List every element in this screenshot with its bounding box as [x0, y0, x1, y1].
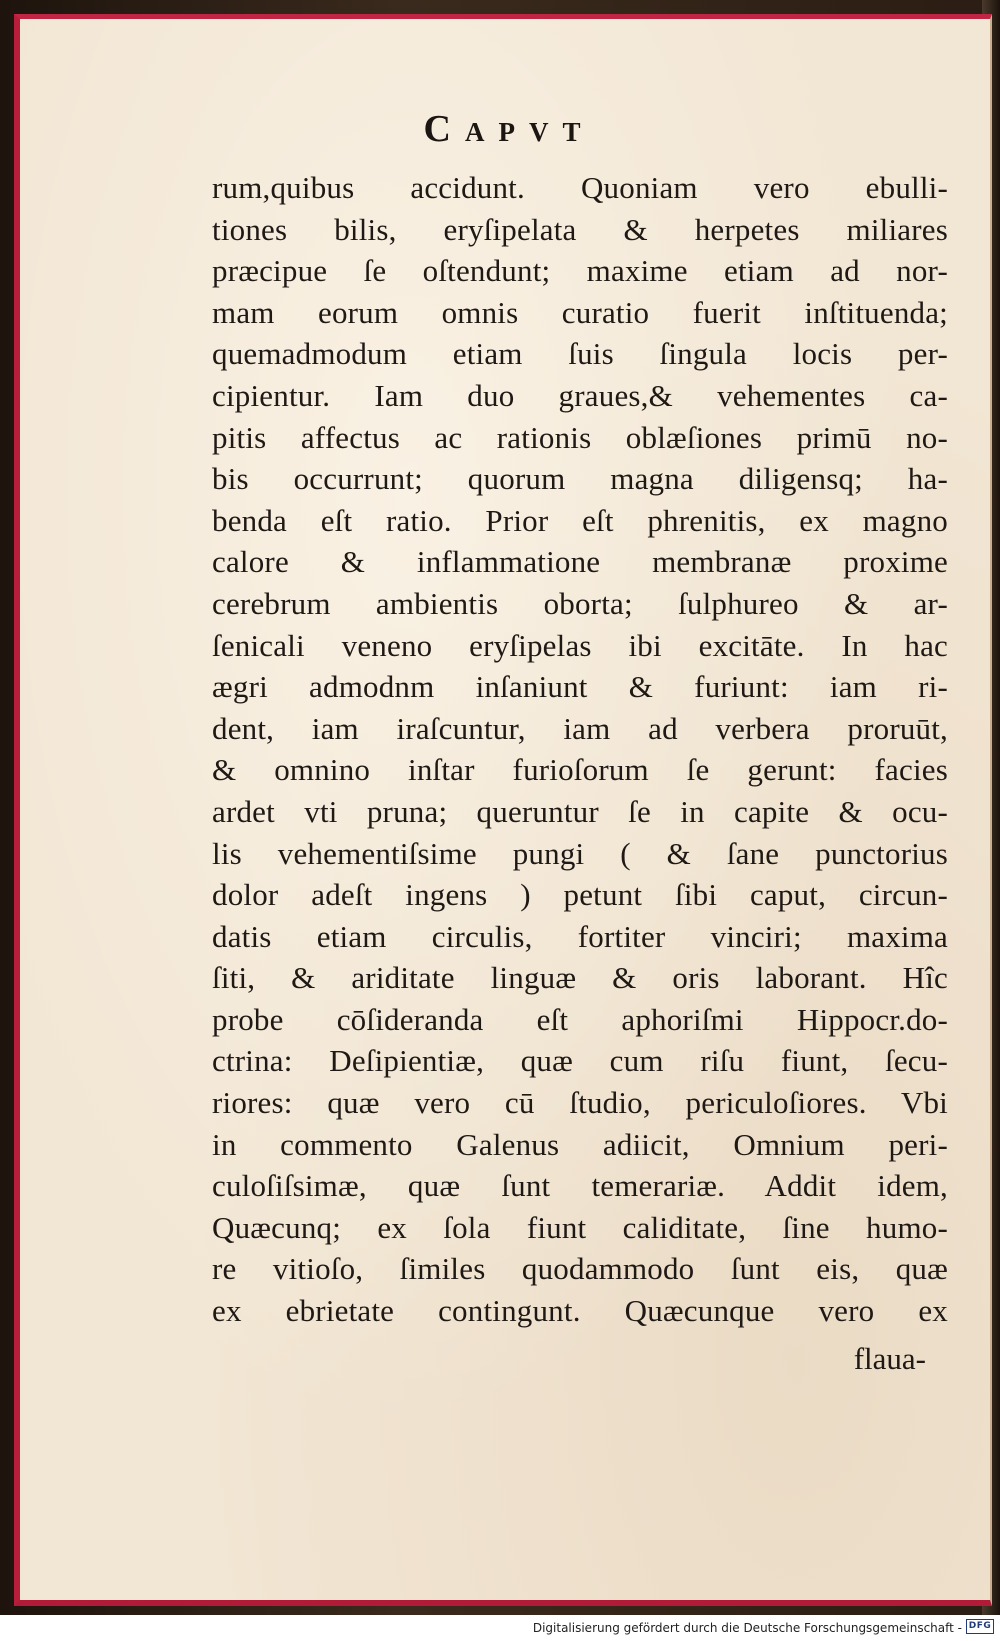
- text-line-6: cipientur. Iam duo graues,& vehementes ca-: [212, 377, 948, 413]
- catchword: flaua-: [853, 1341, 926, 1376]
- text-line-5: quemadmodum etiam ſuis ſingula locis per-: [212, 336, 948, 372]
- text-line-2: tiones bilis, eryſipelata & herpetes miliares: [212, 211, 948, 247]
- footer-credit: Digitalisierung gefördert durch die Deutsche Forschungsgemeinschaft -: [532, 1621, 962, 1635]
- body-text: [212, 167, 948, 1332]
- text-line-21: probe cōſideranda eſt aphoriſmi Hippocr.do-: [212, 1001, 948, 1037]
- text-line-8: bis occurrunt; quorum magna diligensq; ha-: [212, 461, 948, 497]
- text-line-22: ctrina: Deſipientiæ, quæ cum riſu fiunt, ſecu-: [212, 1043, 948, 1079]
- text-line-19: datis etiam circulis, fortiter vinciri; maxima: [212, 918, 948, 954]
- text-line-4: mam eorum omnis curatio fuerit inſtituenda;: [212, 294, 948, 330]
- text-line-11: cerebrum ambientis oborta; ſulphureo & ar-: [212, 585, 948, 621]
- text-line-15: & omnino inſtar furioſorum ſe gerunt: facies: [212, 752, 948, 788]
- text-line-3: præcipue ſe oſtendunt; maxime etiam ad nor-: [212, 253, 948, 289]
- text-line-23: riores: quæ vero cū ſtudio, periculoſiores. Vbi: [212, 1085, 948, 1121]
- text-line-12: ſenicali veneno eryſipelas ibi excitāte. In hac: [212, 627, 948, 663]
- text-line-18: dolor adeſt ingens ) petunt ſibi caput, circun-: [212, 877, 948, 913]
- text-line-25: culoſiſsimæ, quæ ſunt temerariæ. Addit idem,: [212, 1168, 948, 1204]
- text-line-26: Quæcunq; ex ſola fiunt caliditate, ſine humo-: [212, 1209, 948, 1245]
- text-line-17: lis vehementiſsime pungi ( & ſane punctorius: [212, 835, 948, 871]
- text-line-1: rum,quibus accidunt. Quoniam vero ebulli-: [212, 170, 948, 205]
- page-heading: Capvt: [423, 108, 595, 150]
- text-line-9: benda eſt ratio. Prior eſt phrenitis, ex magno: [212, 502, 948, 538]
- text-line-27: re vitioſo, ſimiles quodammodo ſunt eis, quæ: [212, 1251, 948, 1287]
- text-line-7: pitis affectus ac rationis oblæſiones primū no-: [212, 419, 948, 455]
- book-page: [14, 14, 992, 1606]
- text-line-16: ardet vti pruna; queruntur ſe in capite & ocu-: [212, 793, 948, 829]
- text-line-28: ex ebrietate contingunt. Quæcunque vero ex: [212, 1293, 948, 1329]
- text-line-13: ægri admodnm inſaniunt & furiunt: iam ri-: [212, 669, 948, 705]
- dfg-logo-icon: DFG: [966, 1619, 994, 1634]
- text-line-10: calore & inflammatione membranæ proxime: [212, 544, 948, 580]
- text-line-14: dent, iam iraſcuntur, iam ad verbera proruūt,: [212, 710, 948, 746]
- text-line-20: ſiti, & ariditate linguæ & oris laborant. Hîc: [212, 960, 948, 996]
- text-line-24: in commento Galenus adiicit, Omnium peri-: [212, 1126, 948, 1162]
